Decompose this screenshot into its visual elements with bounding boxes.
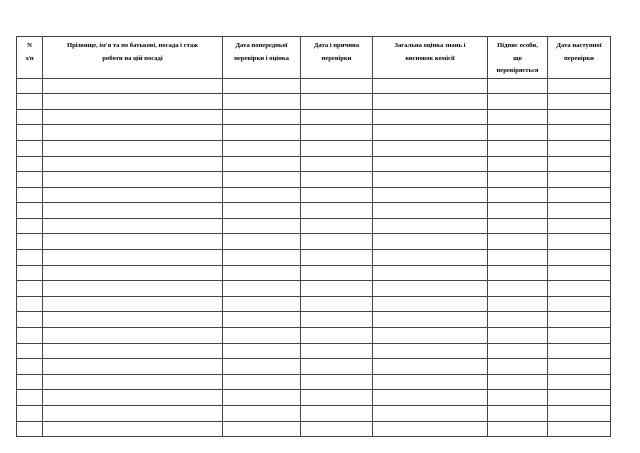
table-cell-reason[interactable] — [301, 343, 373, 359]
table-cell-num[interactable] — [17, 343, 43, 359]
table-cell-signature[interactable] — [488, 343, 548, 359]
table-cell-next_check[interactable] — [548, 374, 611, 390]
table-cell-assessment[interactable] — [373, 281, 488, 297]
table-cell-assessment[interactable] — [373, 328, 488, 344]
table-cell-name[interactable] — [43, 312, 223, 328]
table-cell-reason[interactable] — [301, 296, 373, 312]
table-cell-assessment[interactable] — [373, 109, 488, 125]
table-cell-next_check[interactable] — [548, 421, 611, 437]
table-cell-next_check[interactable] — [548, 234, 611, 250]
table-cell-reason[interactable] — [301, 390, 373, 406]
table-cell-next_check[interactable] — [548, 172, 611, 188]
table-cell-name[interactable] — [43, 421, 223, 437]
table-cell-prev_check[interactable] — [223, 390, 301, 406]
table-cell-prev_check[interactable] — [223, 312, 301, 328]
table-cell-num[interactable] — [17, 78, 43, 94]
table-cell-signature[interactable] — [488, 125, 548, 141]
table-cell-next_check[interactable] — [548, 109, 611, 125]
table-row — [17, 125, 611, 141]
table-cell-reason[interactable] — [301, 406, 373, 422]
table-cell-signature[interactable] — [488, 312, 548, 328]
table-cell-num[interactable] — [17, 421, 43, 437]
table-cell-num[interactable] — [17, 265, 43, 281]
table-cell-num[interactable] — [17, 250, 43, 266]
table-row — [17, 203, 611, 219]
table-cell-num[interactable] — [17, 140, 43, 156]
table-row — [17, 421, 611, 437]
column-header-signature: Підпис особи, що перевіряється — [488, 37, 548, 79]
table-cell-assessment[interactable] — [373, 250, 488, 266]
table-cell-signature[interactable] — [488, 390, 548, 406]
table-cell-assessment[interactable] — [373, 406, 488, 422]
table-cell-num[interactable] — [17, 94, 43, 110]
table-cell-name[interactable] — [43, 265, 223, 281]
table-row — [17, 265, 611, 281]
table-cell-num[interactable] — [17, 187, 43, 203]
table-row — [17, 187, 611, 203]
table-row — [17, 218, 611, 234]
table-body — [17, 78, 611, 437]
table-cell-reason[interactable] — [301, 109, 373, 125]
table-cell-signature[interactable] — [488, 281, 548, 297]
table-cell-name[interactable] — [43, 218, 223, 234]
table-cell-num[interactable] — [17, 390, 43, 406]
table-cell-reason[interactable] — [301, 234, 373, 250]
table-cell-assessment[interactable] — [373, 359, 488, 375]
table-cell-num[interactable] — [17, 359, 43, 375]
table-cell-next_check[interactable] — [548, 78, 611, 94]
table-row — [17, 156, 611, 172]
table-cell-next_check[interactable] — [548, 203, 611, 219]
table-cell-assessment[interactable] — [373, 172, 488, 188]
table-cell-num[interactable] — [17, 125, 43, 141]
table-cell-name[interactable] — [43, 78, 223, 94]
table-row — [17, 328, 611, 344]
table-cell-reason[interactable] — [301, 281, 373, 297]
table-cell-next_check[interactable] — [548, 250, 611, 266]
table-row — [17, 390, 611, 406]
table-cell-reason[interactable] — [301, 140, 373, 156]
table-row — [17, 250, 611, 266]
column-header-previous-check: Дата попередньої перевірки і оцінка — [223, 37, 301, 79]
table-cell-prev_check[interactable] — [223, 359, 301, 375]
table-cell-num[interactable] — [17, 172, 43, 188]
table-cell-num[interactable] — [17, 156, 43, 172]
table-cell-reason[interactable] — [301, 94, 373, 110]
table-cell-prev_check[interactable] — [223, 218, 301, 234]
table-cell-next_check[interactable] — [548, 328, 611, 344]
table-cell-prev_check[interactable] — [223, 265, 301, 281]
table-cell-prev_check[interactable] — [223, 374, 301, 390]
table-cell-next_check[interactable] — [548, 187, 611, 203]
table-cell-next_check[interactable] — [548, 140, 611, 156]
table-cell-num[interactable] — [17, 218, 43, 234]
table-row — [17, 109, 611, 125]
table-cell-prev_check[interactable] — [223, 187, 301, 203]
table-cell-assessment[interactable] — [373, 312, 488, 328]
table-cell-num[interactable] — [17, 109, 43, 125]
document-sheet — [16, 36, 610, 437]
table-row — [17, 312, 611, 328]
table-cell-num[interactable] — [17, 281, 43, 297]
table-row — [17, 172, 611, 188]
table-cell-prev_check[interactable] — [223, 125, 301, 141]
table-cell-num[interactable] — [17, 296, 43, 312]
table-cell-prev_check[interactable] — [223, 328, 301, 344]
table-cell-next_check[interactable] — [548, 94, 611, 110]
column-header-check-reason: Дата і причина перевірки — [301, 37, 373, 79]
table-cell-name[interactable] — [43, 374, 223, 390]
table-cell-next_check[interactable] — [548, 265, 611, 281]
table-row — [17, 281, 611, 297]
table-cell-name[interactable] — [43, 125, 223, 141]
table-cell-name[interactable] — [43, 172, 223, 188]
table-cell-prev_check[interactable] — [223, 94, 301, 110]
table-cell-name[interactable] — [43, 343, 223, 359]
table-cell-next_check[interactable] — [548, 343, 611, 359]
table-cell-num[interactable] — [17, 406, 43, 422]
table-cell-next_check[interactable] — [548, 156, 611, 172]
table-cell-signature[interactable] — [488, 406, 548, 422]
table-cell-name[interactable] — [43, 281, 223, 297]
table-cell-reason[interactable] — [301, 250, 373, 266]
table-cell-signature[interactable] — [488, 140, 548, 156]
table-cell-next_check[interactable] — [548, 125, 611, 141]
table-cell-signature[interactable] — [488, 250, 548, 266]
table-cell-name[interactable] — [43, 406, 223, 422]
table-cell-reason[interactable] — [301, 172, 373, 188]
table-row — [17, 374, 611, 390]
table-cell-prev_check[interactable] — [223, 109, 301, 125]
knowledge-check-register-table — [16, 36, 611, 437]
column-header-next-check: Дата наступної перевірки — [548, 37, 611, 79]
table-cell-name[interactable] — [43, 203, 223, 219]
table-cell-prev_check[interactable] — [223, 421, 301, 437]
table-cell-prev_check[interactable] — [223, 156, 301, 172]
table-cell-signature[interactable] — [488, 203, 548, 219]
table-cell-signature[interactable] — [488, 296, 548, 312]
table-row — [17, 406, 611, 422]
table-cell-reason[interactable] — [301, 265, 373, 281]
table-cell-next_check[interactable] — [548, 312, 611, 328]
table-cell-assessment[interactable] — [373, 94, 488, 110]
table-cell-assessment[interactable] — [373, 390, 488, 406]
table-row — [17, 296, 611, 312]
table-row — [17, 343, 611, 359]
table-cell-next_check[interactable] — [548, 390, 611, 406]
table-cell-reason[interactable] — [301, 125, 373, 141]
table-cell-reason[interactable] — [301, 312, 373, 328]
column-header-number: N з/п — [17, 37, 43, 79]
table-cell-signature[interactable] — [488, 187, 548, 203]
table-header-row — [17, 37, 611, 79]
table-cell-prev_check[interactable] — [223, 140, 301, 156]
table-cell-signature[interactable] — [488, 109, 548, 125]
table-cell-assessment[interactable] — [373, 156, 488, 172]
table-cell-prev_check[interactable] — [223, 250, 301, 266]
table-cell-signature[interactable] — [488, 172, 548, 188]
table-cell-signature[interactable] — [488, 421, 548, 437]
table-cell-name[interactable] — [43, 156, 223, 172]
table-cell-reason[interactable] — [301, 187, 373, 203]
table-cell-assessment[interactable] — [373, 421, 488, 437]
table-cell-next_check[interactable] — [548, 218, 611, 234]
table-row — [17, 94, 611, 110]
table-cell-name[interactable] — [43, 390, 223, 406]
table-row — [17, 140, 611, 156]
table-cell-num[interactable] — [17, 328, 43, 344]
table-cell-assessment[interactable] — [373, 125, 488, 141]
table-row — [17, 359, 611, 375]
table-cell-signature[interactable] — [488, 328, 548, 344]
table-row — [17, 234, 611, 250]
table-cell-name[interactable] — [43, 187, 223, 203]
table-cell-prev_check[interactable] — [223, 343, 301, 359]
table-cell-assessment[interactable] — [373, 78, 488, 94]
column-header-assessment: Загальна оцінка знань і висновок комісії — [373, 37, 488, 79]
table-cell-num[interactable] — [17, 374, 43, 390]
table-cell-signature[interactable] — [488, 156, 548, 172]
table-cell-num[interactable] — [17, 203, 43, 219]
table-cell-signature[interactable] — [488, 94, 548, 110]
table-cell-name[interactable] — [43, 328, 223, 344]
table-cell-name[interactable] — [43, 250, 223, 266]
table-cell-reason[interactable] — [301, 359, 373, 375]
table-cell-reason[interactable] — [301, 328, 373, 344]
table-cell-num[interactable] — [17, 234, 43, 250]
table-cell-reason[interactable] — [301, 156, 373, 172]
table-cell-reason[interactable] — [301, 421, 373, 437]
table-cell-assessment[interactable] — [373, 218, 488, 234]
table-cell-prev_check[interactable] — [223, 406, 301, 422]
table-cell-next_check[interactable] — [548, 359, 611, 375]
table-cell-prev_check[interactable] — [223, 234, 301, 250]
table-cell-name[interactable] — [43, 109, 223, 125]
table-cell-reason[interactable] — [301, 78, 373, 94]
table-cell-reason[interactable] — [301, 374, 373, 390]
table-cell-name[interactable] — [43, 140, 223, 156]
table-cell-signature[interactable] — [488, 234, 548, 250]
table-cell-name[interactable] — [43, 296, 223, 312]
table-cell-signature[interactable] — [488, 374, 548, 390]
table-cell-reason[interactable] — [301, 203, 373, 219]
table-cell-next_check[interactable] — [548, 281, 611, 297]
table-cell-reason[interactable] — [301, 218, 373, 234]
table-cell-prev_check[interactable] — [223, 172, 301, 188]
table-cell-name[interactable] — [43, 359, 223, 375]
table-cell-assessment[interactable] — [373, 374, 488, 390]
table-cell-prev_check[interactable] — [223, 78, 301, 94]
table-cell-assessment[interactable] — [373, 343, 488, 359]
table-cell-signature[interactable] — [488, 265, 548, 281]
table-cell-signature[interactable] — [488, 218, 548, 234]
table-cell-prev_check[interactable] — [223, 296, 301, 312]
table-cell-name[interactable] — [43, 234, 223, 250]
table-cell-next_check[interactable] — [548, 406, 611, 422]
column-header-name-position: Прізвище, ім'я та по батькові, посада і стаж роботи на цій посаді — [43, 37, 223, 79]
table-cell-assessment[interactable] — [373, 296, 488, 312]
table-cell-assessment[interactable] — [373, 265, 488, 281]
table-cell-num[interactable] — [17, 312, 43, 328]
table-row — [17, 78, 611, 94]
table-cell-assessment[interactable] — [373, 187, 488, 203]
table-cell-signature[interactable] — [488, 359, 548, 375]
table-cell-prev_check[interactable] — [223, 281, 301, 297]
table-cell-assessment[interactable] — [373, 203, 488, 219]
table-cell-next_check[interactable] — [548, 296, 611, 312]
table-cell-assessment[interactable] — [373, 234, 488, 250]
table-cell-prev_check[interactable] — [223, 203, 301, 219]
table-cell-assessment[interactable] — [373, 140, 488, 156]
table-cell-signature[interactable] — [488, 78, 548, 94]
table-cell-name[interactable] — [43, 94, 223, 110]
